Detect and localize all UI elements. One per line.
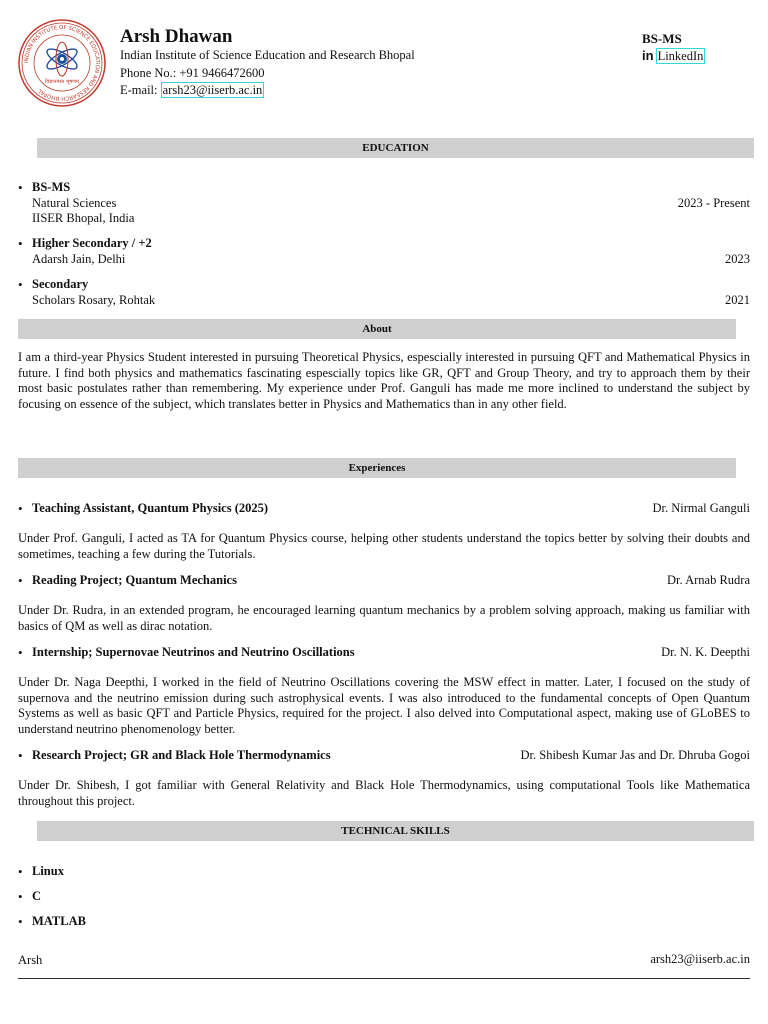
bullet: • (18, 236, 23, 251)
experience-title: Research Project; GR and Black Hole Thermodynamics (32, 748, 331, 762)
education-date: 2023 (725, 252, 750, 266)
skill-label: Linux (32, 864, 64, 878)
phone-number: +91 9466472600 (179, 66, 265, 80)
education-title: BS-MS (32, 180, 71, 194)
footer-email: arsh23@iiserb.ac.in (650, 952, 750, 966)
experience-supervisor: Dr. Arnab Rudra (667, 573, 750, 587)
bullet: • (18, 889, 23, 904)
education-date: 2023 - Present (677, 196, 750, 210)
linkedin-link[interactable]: LinkedIn (657, 49, 704, 63)
experience-title: Reading Project; Quantum Mechanics (32, 573, 237, 587)
experience-description: Under Dr. Naga Deepthi, I worked in the field of Neutrino Oscillations covering the MSW effect in matter. Later, I focused on the study of supernova and the neutrino emission during such astrophysical events. I was also introduced to the fundamental concepts of Open Quantum Systems as well as basic QFT and Particle Physics, required for the project. I also delved into Computational aspect, making use of GLoBES to understand neutrino phenomenology better. (18, 675, 750, 736)
bullet: • (18, 573, 23, 588)
phone-line (120, 65, 265, 82)
email-line (120, 82, 264, 99)
experience-supervisor: Dr. N. K. Deepthi (661, 645, 750, 659)
bullet: • (18, 277, 23, 292)
experience-supervisor: Dr. Shibesh Kumar Jas and Dr. Dhruba Gogoi (520, 748, 750, 762)
header-degree: BS-MS (642, 31, 682, 46)
phone-label: Phone No.: (120, 66, 177, 80)
about-paragraph: I am a third-year Physics Student interested in pursuing Theoretical Physics, espescially interested in pursuing QFT and Mathematical Physics in future. I find both physics and mathematics fascinating espescially topics like GR, QFT and Group Theory, and try to approach them by their most basic postulates rather than remembering. My experience under Prof. Ganguli has made me more inclined to understand the subject by focusing on essence of the subject, which translates better in Physics and Mathematics than in any other field. (18, 350, 750, 411)
institute-logo (17, 17, 107, 109)
linkedin-row (642, 47, 705, 65)
education-detail: Adarsh Jain, Delhi (32, 252, 126, 266)
skill-label: MATLAB (32, 914, 86, 928)
education-detail: IISER Bhopal, India (32, 211, 135, 225)
section-header-experiences: Experiences (18, 458, 736, 478)
education-title: Secondary (32, 277, 89, 291)
experience-description: Under Dr. Rudra, in an extended program, he encouraged learning quantum mechanics by a problem solving approach, making us familiar with basics of QM as well as dirac notation. (18, 603, 750, 633)
education-date: 2021 (725, 293, 750, 307)
experience-description: Under Dr. Shibesh, I got familiar with General Relativity and Black Hole Thermodynamics, using computational Tools like Mathematica throughout this project. (18, 778, 750, 808)
bullet: • (18, 914, 23, 929)
education-title: Higher Secondary / +2 (32, 236, 152, 250)
section-header-skills: TECHNICAL SKILLS (37, 821, 754, 841)
education-detail: Natural Sciences (32, 196, 117, 210)
logo-ring-text: INDIAN INSTITUTE OF SCIENCE EDUCATION AND RESEARCH BHOPAL (23, 24, 101, 102)
experience-description: Under Prof. Ganguli, I acted as TA for Quantum Physics course, helping other students understand the topics better by solving their doubts and sometimes, teaching a few during the Tutorials. (18, 531, 750, 561)
footer-divider (18, 978, 750, 979)
logo-motto: विज्ञानमस्य भूषणम् (45, 79, 79, 85)
atom-icon (44, 42, 79, 76)
bullet: • (18, 864, 23, 879)
bullet: • (18, 748, 23, 763)
section-header-education: EDUCATION (37, 138, 754, 158)
education-detail: Scholars Rosary, Rohtak (32, 293, 156, 307)
section-header-about: About (18, 319, 736, 339)
linkedin-icon: in (642, 48, 654, 63)
email-link[interactable]: arsh23@iiserb.ac.in (162, 83, 263, 97)
footer-name: Arsh (18, 953, 43, 967)
bullet: • (18, 180, 23, 195)
skill-label: C (32, 889, 42, 903)
candidate-name: Arsh Dhawan (120, 26, 233, 47)
bullet: • (18, 645, 23, 660)
experience-title: Internship; Supernovae Neutrinos and Neutrino Oscillations (32, 645, 355, 659)
experience-supervisor: Dr. Nirmal Ganguli (652, 501, 750, 515)
bullet: • (18, 501, 23, 516)
email-label: E-mail: (120, 83, 158, 97)
experience-title: Teaching Assistant, Quantum Physics (2025) (32, 501, 269, 515)
institute-name: Indian Institute of Science Education and Research Bhopal (120, 48, 415, 62)
